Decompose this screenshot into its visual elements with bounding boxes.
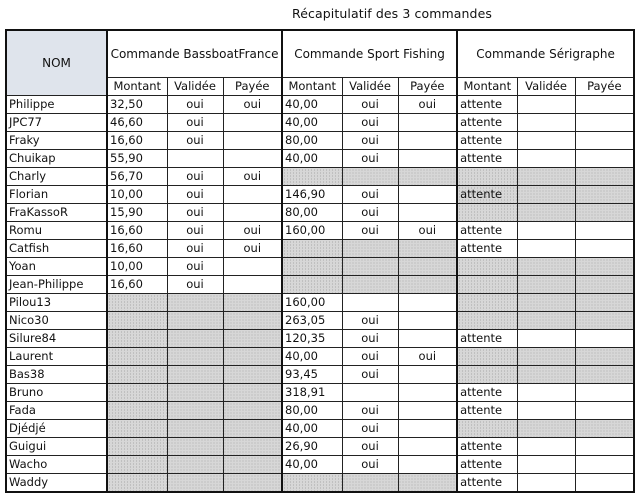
cell-bassboat-montant — [107, 384, 167, 402]
cell-serigraphe-montant: attente — [457, 150, 517, 168]
row-name: Chuikap — [6, 150, 107, 168]
cell-bassboat-montant — [107, 330, 167, 348]
cell-bassboat-montant: 10,00 — [107, 258, 167, 276]
cell-bassboat-montant: 32,50 — [107, 96, 167, 114]
cell-sport-fishing-montant: 160,00 — [282, 222, 342, 240]
row-name: Bruno — [6, 384, 107, 402]
cell-sport-fishing-validee — [342, 168, 398, 186]
cell-sport-fishing-payee — [398, 366, 457, 384]
table-row — [6, 402, 634, 420]
cell-sport-fishing-validee: oui — [342, 348, 398, 366]
cell-sport-fishing-montant — [282, 474, 342, 493]
cell-serigraphe-payee — [575, 384, 634, 402]
cell-serigraphe-payee — [575, 186, 634, 204]
cell-bassboat-validee — [167, 312, 223, 330]
cell-bassboat-montant: 55,90 — [107, 150, 167, 168]
table-row — [6, 366, 634, 384]
cell-bassboat-montant — [107, 294, 167, 312]
table-row — [6, 420, 634, 438]
cell-bassboat-montant: 16,60 — [107, 240, 167, 258]
cell-sport-fishing-validee: oui — [342, 132, 398, 150]
page-title: Récapitulatif des 3 commandes — [292, 6, 492, 21]
cell-bassboat-payee — [223, 114, 282, 132]
cell-serigraphe-payee — [575, 114, 634, 132]
cell-sport-fishing-validee: oui — [342, 96, 398, 114]
cell-sport-fishing-payee — [398, 402, 457, 420]
cell-bassboat-montant: 16,60 — [107, 276, 167, 294]
cell-sport-fishing-validee: oui — [342, 186, 398, 204]
cell-bassboat-montant — [107, 312, 167, 330]
cell-sport-fishing-payee: oui — [398, 96, 457, 114]
cell-bassboat-validee — [167, 348, 223, 366]
cell-bassboat-payee — [223, 474, 282, 493]
cell-sport-fishing-validee — [342, 384, 398, 402]
cell-serigraphe-payee — [575, 96, 634, 114]
cell-serigraphe-validee — [517, 384, 575, 402]
cell-serigraphe-montant: attente — [457, 96, 517, 114]
cell-sport-fishing-montant: 80,00 — [282, 132, 342, 150]
cell-sport-fishing-payee — [398, 456, 457, 474]
cell-sport-fishing-payee — [398, 420, 457, 438]
cell-sport-fishing-montant: 40,00 — [282, 96, 342, 114]
cell-bassboat-payee: oui — [223, 168, 282, 186]
table-row — [6, 168, 634, 186]
cell-sport-fishing-validee: oui — [342, 150, 398, 168]
group-header-serigraphe: Commande Sérigraphe — [457, 30, 634, 78]
cell-sport-fishing-validee: oui — [342, 312, 398, 330]
table-row — [6, 294, 634, 312]
row-name: Waddy — [6, 474, 107, 493]
row-name: JPC77 — [6, 114, 107, 132]
subheader-serigraphe-validee: Validée — [517, 78, 575, 96]
cell-serigraphe-validee — [517, 438, 575, 456]
cell-serigraphe-payee — [575, 168, 634, 186]
nom-header: NOM — [6, 30, 107, 96]
cell-bassboat-montant: 46,60 — [107, 114, 167, 132]
subheader-bassboat-validee: Validée — [167, 78, 223, 96]
cell-sport-fishing-payee — [398, 474, 457, 493]
row-name: Bas38 — [6, 366, 107, 384]
cell-bassboat-validee: oui — [167, 204, 223, 222]
cell-bassboat-montant — [107, 474, 167, 493]
row-name: Djédjé — [6, 420, 107, 438]
cell-sport-fishing-montant: 40,00 — [282, 348, 342, 366]
cell-sport-fishing-payee — [398, 294, 457, 312]
subheader-sport-fishing-montant: Montant — [282, 78, 342, 96]
cell-bassboat-payee: oui — [223, 240, 282, 258]
cell-bassboat-validee — [167, 438, 223, 456]
cell-sport-fishing-validee: oui — [342, 438, 398, 456]
cell-serigraphe-montant — [457, 258, 517, 276]
cell-bassboat-payee — [223, 456, 282, 474]
cell-bassboat-validee — [167, 456, 223, 474]
cell-serigraphe-payee — [575, 150, 634, 168]
cell-bassboat-payee — [223, 150, 282, 168]
cell-sport-fishing-montant — [282, 258, 342, 276]
cell-serigraphe-payee — [575, 222, 634, 240]
cell-serigraphe-validee — [517, 330, 575, 348]
cell-serigraphe-validee — [517, 366, 575, 384]
cell-bassboat-payee — [223, 348, 282, 366]
cell-serigraphe-montant: attente — [457, 384, 517, 402]
cell-sport-fishing-validee: oui — [342, 222, 398, 240]
cell-serigraphe-validee — [517, 240, 575, 258]
cell-serigraphe-validee — [517, 114, 575, 132]
cell-serigraphe-validee — [517, 474, 575, 493]
row-name: Catfish — [6, 240, 107, 258]
cell-bassboat-payee — [223, 312, 282, 330]
recap-table — [5, 29, 635, 493]
row-name: Jean-Philippe — [6, 276, 107, 294]
cell-bassboat-montant: 10,00 — [107, 186, 167, 204]
cell-bassboat-payee — [223, 402, 282, 420]
cell-serigraphe-payee — [575, 132, 634, 150]
cell-sport-fishing-montant — [282, 168, 342, 186]
cell-bassboat-payee — [223, 420, 282, 438]
group-header-bassboat: Commande BassboatFrance — [107, 30, 282, 78]
cell-sport-fishing-validee — [342, 294, 398, 312]
cell-sport-fishing-payee — [398, 186, 457, 204]
table-row — [6, 222, 634, 240]
row-name: Laurent — [6, 348, 107, 366]
cell-sport-fishing-montant: 80,00 — [282, 204, 342, 222]
cell-sport-fishing-montant: 160,00 — [282, 294, 342, 312]
cell-serigraphe-montant — [457, 312, 517, 330]
cell-serigraphe-payee — [575, 348, 634, 366]
table-row — [6, 96, 634, 114]
cell-sport-fishing-payee — [398, 438, 457, 456]
cell-sport-fishing-payee: oui — [398, 348, 457, 366]
cell-sport-fishing-montant: 40,00 — [282, 150, 342, 168]
cell-bassboat-validee — [167, 420, 223, 438]
cell-bassboat-montant: 56,70 — [107, 168, 167, 186]
table-row — [6, 132, 634, 150]
cell-sport-fishing-montant: 263,05 — [282, 312, 342, 330]
cell-serigraphe-validee — [517, 96, 575, 114]
cell-bassboat-payee — [223, 132, 282, 150]
cell-sport-fishing-montant: 146,90 — [282, 186, 342, 204]
cell-sport-fishing-validee: oui — [342, 114, 398, 132]
cell-serigraphe-validee — [517, 402, 575, 420]
table-row — [6, 348, 634, 366]
cell-serigraphe-validee — [517, 276, 575, 294]
cell-bassboat-validee: oui — [167, 240, 223, 258]
cell-bassboat-payee — [223, 438, 282, 456]
cell-serigraphe-montant — [457, 204, 517, 222]
cell-bassboat-validee — [167, 330, 223, 348]
cell-serigraphe-validee — [517, 186, 575, 204]
cell-bassboat-montant: 15,90 — [107, 204, 167, 222]
cell-bassboat-payee — [223, 186, 282, 204]
cell-serigraphe-montant: attente — [457, 186, 517, 204]
cell-serigraphe-payee — [575, 474, 634, 493]
cell-serigraphe-montant — [457, 420, 517, 438]
cell-sport-fishing-validee — [342, 258, 398, 276]
table-row — [6, 150, 634, 168]
cell-sport-fishing-validee: oui — [342, 366, 398, 384]
cell-bassboat-montant: 16,60 — [107, 222, 167, 240]
cell-serigraphe-validee — [517, 294, 575, 312]
cell-sport-fishing-validee: oui — [342, 402, 398, 420]
cell-bassboat-validee: oui — [167, 114, 223, 132]
row-name: Wacho — [6, 456, 107, 474]
cell-bassboat-validee — [167, 402, 223, 420]
row-name: FraKassoR — [6, 204, 107, 222]
cell-serigraphe-montant: attente — [457, 132, 517, 150]
cell-serigraphe-validee — [517, 258, 575, 276]
cell-bassboat-payee — [223, 204, 282, 222]
cell-sport-fishing-payee — [398, 114, 457, 132]
table-row — [6, 312, 634, 330]
cell-serigraphe-validee — [517, 420, 575, 438]
cell-bassboat-validee — [167, 150, 223, 168]
cell-serigraphe-validee — [517, 222, 575, 240]
row-name: Fraky — [6, 132, 107, 150]
row-name: Romu — [6, 222, 107, 240]
cell-sport-fishing-montant: 40,00 — [282, 420, 342, 438]
cell-sport-fishing-validee: oui — [342, 456, 398, 474]
row-name: Pilou13 — [6, 294, 107, 312]
row-name: Florian — [6, 186, 107, 204]
cell-sport-fishing-montant — [282, 276, 342, 294]
cell-bassboat-validee: oui — [167, 186, 223, 204]
cell-sport-fishing-montant: 40,00 — [282, 114, 342, 132]
cell-serigraphe-payee — [575, 240, 634, 258]
cell-sport-fishing-payee — [398, 168, 457, 186]
subheader-bassboat-payee: Payée — [223, 78, 282, 96]
cell-sport-fishing-payee: oui — [398, 222, 457, 240]
cell-bassboat-montant — [107, 456, 167, 474]
table-row — [6, 204, 634, 222]
cell-sport-fishing-payee — [398, 150, 457, 168]
cell-serigraphe-montant: attente — [457, 474, 517, 493]
cell-bassboat-montant: 16,60 — [107, 132, 167, 150]
cell-bassboat-payee — [223, 258, 282, 276]
subheader-serigraphe-payee: Payée — [575, 78, 634, 96]
cell-serigraphe-montant — [457, 348, 517, 366]
table-row — [6, 330, 634, 348]
cell-serigraphe-validee — [517, 456, 575, 474]
cell-serigraphe-montant: attente — [457, 456, 517, 474]
cell-serigraphe-payee — [575, 312, 634, 330]
cell-serigraphe-montant — [457, 366, 517, 384]
cell-sport-fishing-payee — [398, 258, 457, 276]
cell-bassboat-payee — [223, 384, 282, 402]
cell-serigraphe-montant — [457, 276, 517, 294]
cell-serigraphe-payee — [575, 420, 634, 438]
cell-serigraphe-payee — [575, 366, 634, 384]
row-name: Philippe — [6, 96, 107, 114]
cell-serigraphe-montant: attente — [457, 114, 517, 132]
cell-bassboat-validee — [167, 294, 223, 312]
table-row — [6, 474, 634, 493]
cell-bassboat-payee — [223, 366, 282, 384]
cell-sport-fishing-validee: oui — [342, 204, 398, 222]
cell-serigraphe-payee — [575, 276, 634, 294]
cell-bassboat-validee — [167, 384, 223, 402]
cell-sport-fishing-payee — [398, 276, 457, 294]
row-name: Yoan — [6, 258, 107, 276]
cell-serigraphe-validee — [517, 150, 575, 168]
cell-sport-fishing-validee: oui — [342, 420, 398, 438]
cell-serigraphe-payee — [575, 204, 634, 222]
table-row — [6, 438, 634, 456]
cell-serigraphe-validee — [517, 168, 575, 186]
cell-serigraphe-payee — [575, 330, 634, 348]
subheader-serigraphe-montant: Montant — [457, 78, 517, 96]
cell-serigraphe-montant: attente — [457, 330, 517, 348]
cell-sport-fishing-montant: 40,00 — [282, 456, 342, 474]
cell-serigraphe-validee — [517, 204, 575, 222]
cell-sport-fishing-payee — [398, 204, 457, 222]
cell-sport-fishing-payee — [398, 330, 457, 348]
cell-serigraphe-payee — [575, 402, 634, 420]
cell-bassboat-payee — [223, 276, 282, 294]
cell-bassboat-validee: oui — [167, 258, 223, 276]
subheader-bassboat-montant: Montant — [107, 78, 167, 96]
cell-bassboat-montant — [107, 420, 167, 438]
cell-sport-fishing-validee — [342, 276, 398, 294]
row-name: Silure84 — [6, 330, 107, 348]
cell-sport-fishing-montant — [282, 240, 342, 258]
cell-serigraphe-payee — [575, 438, 634, 456]
cell-bassboat-validee — [167, 474, 223, 493]
cell-sport-fishing-montant: 93,45 — [282, 366, 342, 384]
cell-bassboat-montant — [107, 348, 167, 366]
cell-bassboat-validee: oui — [167, 132, 223, 150]
row-name: Fada — [6, 402, 107, 420]
row-name: Nico30 — [6, 312, 107, 330]
cell-serigraphe-montant — [457, 168, 517, 186]
subheader-sport-fishing-payee: Payée — [398, 78, 457, 96]
header-group-row — [6, 30, 634, 78]
cell-serigraphe-montant: attente — [457, 222, 517, 240]
cell-sport-fishing-montant: 26,90 — [282, 438, 342, 456]
cell-bassboat-montant — [107, 366, 167, 384]
cell-bassboat-validee — [167, 366, 223, 384]
cell-sport-fishing-payee — [398, 240, 457, 258]
cell-bassboat-payee: oui — [223, 96, 282, 114]
cell-serigraphe-payee — [575, 258, 634, 276]
subheader-sport-fishing-validee: Validée — [342, 78, 398, 96]
cell-bassboat-montant — [107, 438, 167, 456]
cell-bassboat-payee — [223, 330, 282, 348]
cell-sport-fishing-montant: 318,91 — [282, 384, 342, 402]
cell-sport-fishing-validee — [342, 474, 398, 493]
cell-serigraphe-montant: attente — [457, 438, 517, 456]
row-name: Guigui — [6, 438, 107, 456]
cell-sport-fishing-montant: 120,35 — [282, 330, 342, 348]
table-row — [6, 384, 634, 402]
cell-sport-fishing-validee: oui — [342, 330, 398, 348]
cell-bassboat-validee: oui — [167, 168, 223, 186]
cell-serigraphe-montant: attente — [457, 402, 517, 420]
cell-serigraphe-payee — [575, 456, 634, 474]
cell-bassboat-payee — [223, 294, 282, 312]
table-row — [6, 456, 634, 474]
cell-bassboat-validee: oui — [167, 276, 223, 294]
cell-serigraphe-montant: attente — [457, 240, 517, 258]
cell-bassboat-validee: oui — [167, 96, 223, 114]
cell-serigraphe-montant — [457, 294, 517, 312]
cell-sport-fishing-payee — [398, 384, 457, 402]
row-name: Charly — [6, 168, 107, 186]
cell-serigraphe-validee — [517, 348, 575, 366]
cell-serigraphe-validee — [517, 132, 575, 150]
cell-sport-fishing-validee — [342, 240, 398, 258]
table-row — [6, 114, 634, 132]
group-header-sport-fishing: Commande Sport Fishing — [282, 30, 457, 78]
cell-bassboat-validee: oui — [167, 222, 223, 240]
table-row — [6, 186, 634, 204]
cell-bassboat-payee: oui — [223, 222, 282, 240]
cell-sport-fishing-montant: 80,00 — [282, 402, 342, 420]
table-body — [6, 96, 634, 493]
table-row — [6, 258, 634, 276]
cell-bassboat-montant — [107, 402, 167, 420]
cell-sport-fishing-payee — [398, 132, 457, 150]
cell-serigraphe-payee — [575, 294, 634, 312]
table-row — [6, 240, 634, 258]
cell-serigraphe-validee — [517, 312, 575, 330]
table-row — [6, 276, 634, 294]
cell-sport-fishing-payee — [398, 312, 457, 330]
